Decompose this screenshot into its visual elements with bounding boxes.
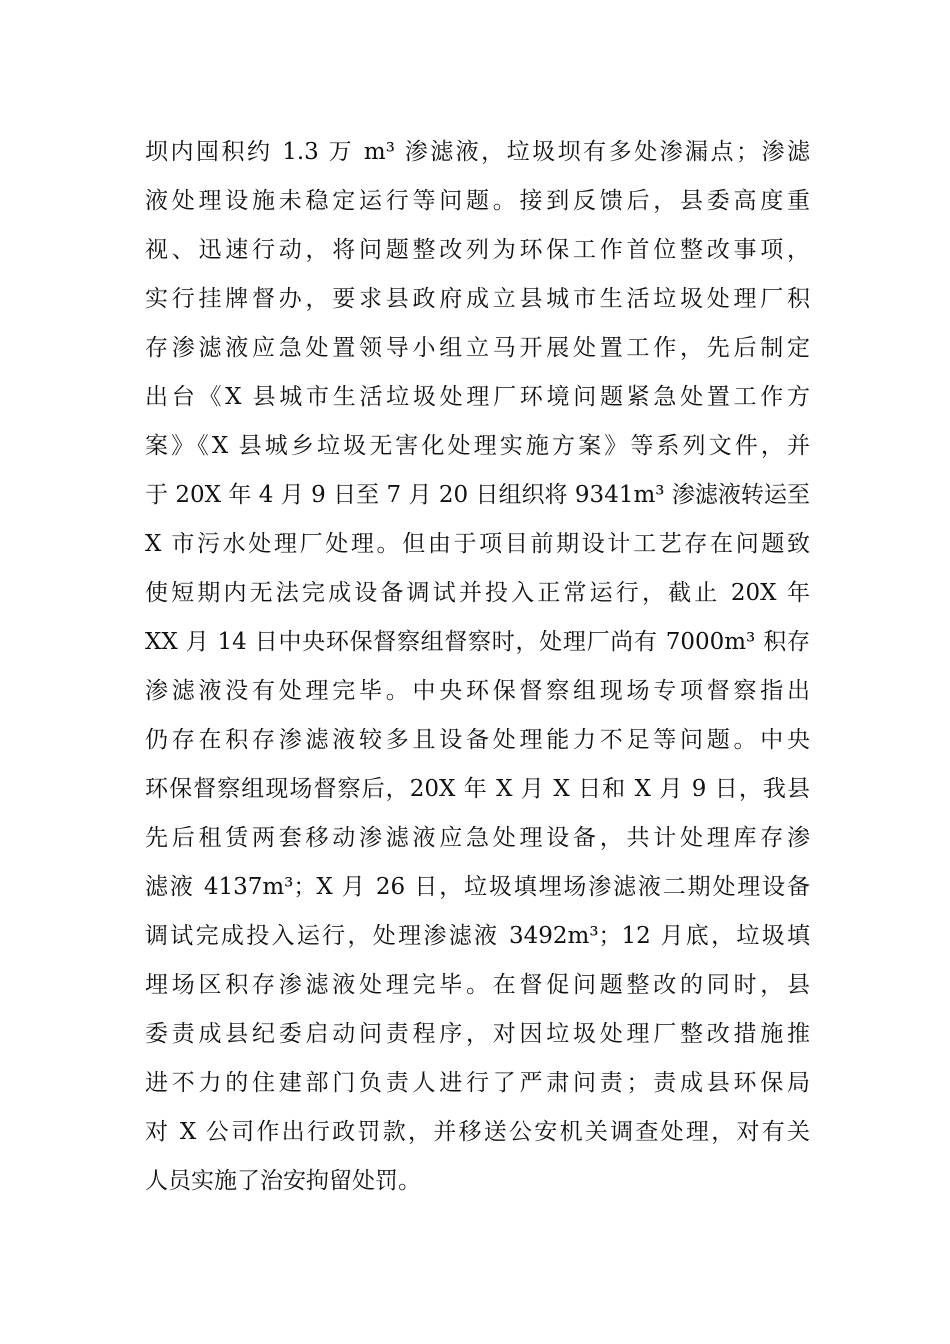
text-line: XX 月 14 日中央环保督察组督察时，处理厂尚有 7000m³ 积存 <box>145 629 810 655</box>
text-line: 案》《X 县城乡垃圾无害化处理实施方案》等系列文件，并 <box>145 433 810 459</box>
text-line: 进不力的住建部门负责人进行了严肃问责；责成县环保局 <box>145 1070 810 1096</box>
text-line: 渗滤液没有处理完毕。中央环保督察组现场专项督察指出 <box>145 678 810 704</box>
text-line: 实行挂牌督办，要求县政府成立县城市生活垃圾处理厂积 <box>145 286 810 312</box>
text-line: 环保督察组现场督察后，20X 年 X 月 X 日和 X 月 9 日，我县 <box>145 776 810 802</box>
text-line: 存渗滤液应急处置领导小组立马开展处置工作，先后制定 <box>145 335 810 361</box>
text-line: 先后租赁两套移动渗滤液应急处理设备，共计处理库存渗 <box>145 825 810 851</box>
text-line: 调试完成投入运行，处理渗滤液 3492m³；12 月底，垃圾填 <box>145 923 810 949</box>
body-text <box>145 128 810 1206</box>
text-line: 人员实施了治安拘留处罚。 <box>145 1168 421 1194</box>
text-line: 坝内囤积约 1.3 万 m³ 渗滤液，垃圾坝有多处渗漏点；渗滤 <box>145 139 810 165</box>
text-line: 视、迅速行动，将问题整改列为环保工作首位整改事项， <box>145 237 810 263</box>
text-line: 委责成县纪委启动问责程序，对因垃圾处理厂整改措施推 <box>145 1021 810 1047</box>
text-line: 滤液 4137m³；X 月 26 日，垃圾填埋场渗滤液二期处理设备 <box>145 874 810 900</box>
text-line: X 市污水处理厂处理。但由于项目前期设计工艺存在问题致 <box>145 531 810 557</box>
text-line: 于 20X 年 4 月 9 日至 7 月 20 日组织将 9341m³ 渗滤液转运至 <box>145 482 810 508</box>
text-line: 使短期内无法完成设备调试并投入正常运行，截止 20X 年 <box>145 580 810 606</box>
text-line: 埋场区积存渗滤液处理完毕。在督促问题整改的同时，县 <box>145 972 810 998</box>
text-line: 液处理设施未稳定运行等问题。接到反馈后，县委高度重 <box>145 188 810 214</box>
text-line: 仍存在积存渗滤液较多且设备处理能力不足等问题。中央 <box>145 727 810 753</box>
text-line: 出台《X 县城市生活垃圾处理厂环境问题紧急处置工作方 <box>145 384 810 410</box>
text-line: 对 X 公司作出行政罚款，并移送公安机关调查处理，对有关 <box>145 1119 810 1145</box>
